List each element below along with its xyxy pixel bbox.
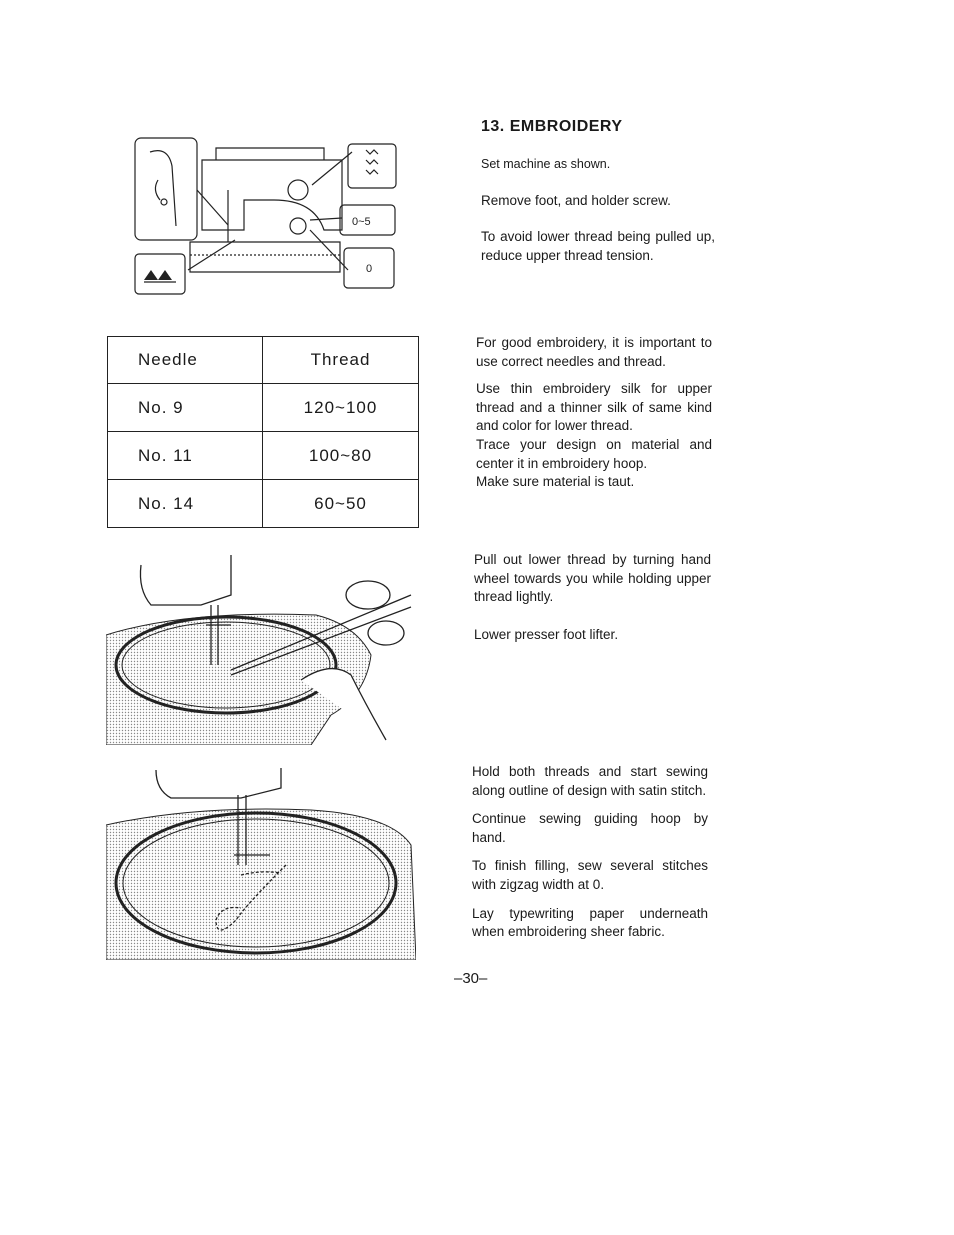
instruction-reduce-tension: To avoid lower thread being pulled up, reduce upper thread tension. [481, 229, 715, 263]
instructions-middle [476, 334, 712, 492]
table-row [108, 432, 419, 480]
instruction-zigzag-width: To finish filling, sew several stitches with zigzag width at 0. [472, 858, 708, 892]
embroidery-hoop-illustration [106, 765, 416, 960]
instruction-sheer-fabric: Lay typewriting paper underneath when embroidering sheer fabric. [472, 905, 708, 940]
instruction-silk: Use thin embroidery silk for upper thread and a thinner silk of same kind and color for lower thread. [476, 381, 712, 434]
width-setting-label: 0~5 [352, 216, 371, 228]
instruction-trace-design: Trace your design on material and center it in embroidery hoop. [476, 436, 712, 471]
table-header-row [108, 337, 419, 384]
instruction-satin-stitch: Hold both threads and start sewing along outline of design with satin stitch. [472, 764, 708, 798]
instructions-pull-thread [474, 551, 711, 644]
section-title: EMBROIDERY [509, 118, 623, 135]
table-cell-needle: No. 14 [108, 480, 263, 528]
instruction-pull-lower-thread: Pull out lower thread by turning hand wheel towards you while holding upper thread lightly. [474, 552, 711, 605]
table-cell-thread: 120~100 [263, 384, 419, 432]
instruction-guide-hoop: Continue sewing guiding hoop by hand. [472, 811, 708, 845]
section-number: 13. [481, 118, 505, 135]
instructions-top [481, 155, 715, 265]
table-row [108, 480, 419, 528]
needle-thread-table [107, 336, 419, 528]
instruction-material-taut: Make sure material is taut. [476, 474, 635, 490]
length-setting-label: 0 [366, 263, 373, 275]
table-cell-thread: 100~80 [263, 432, 419, 480]
instructions-bottom [472, 763, 708, 942]
page-number: –30– [454, 970, 488, 987]
hoop-scissors-illustration [106, 555, 426, 745]
table-cell-needle: No. 11 [108, 432, 263, 480]
table-header-thread: Thread [263, 337, 419, 384]
section-heading [481, 118, 623, 136]
instruction-correct-needles: For good embroidery, it is important to use correct needles and thread. [476, 335, 712, 369]
table-cell-needle: No. 9 [108, 384, 263, 432]
machine-settings-illustration [130, 130, 405, 300]
instruction-remove-foot: Remove foot, and holder screw. [481, 192, 671, 208]
table-header-needle: Needle [108, 337, 263, 384]
instruction-set-machine: Set machine as shown. [481, 157, 611, 171]
table-cell-thread: 60~50 [263, 480, 419, 528]
feed-dog-callout [135, 254, 185, 294]
table-row [108, 384, 419, 432]
instruction-lower-lifter: Lower presser foot lifter. [474, 626, 619, 642]
